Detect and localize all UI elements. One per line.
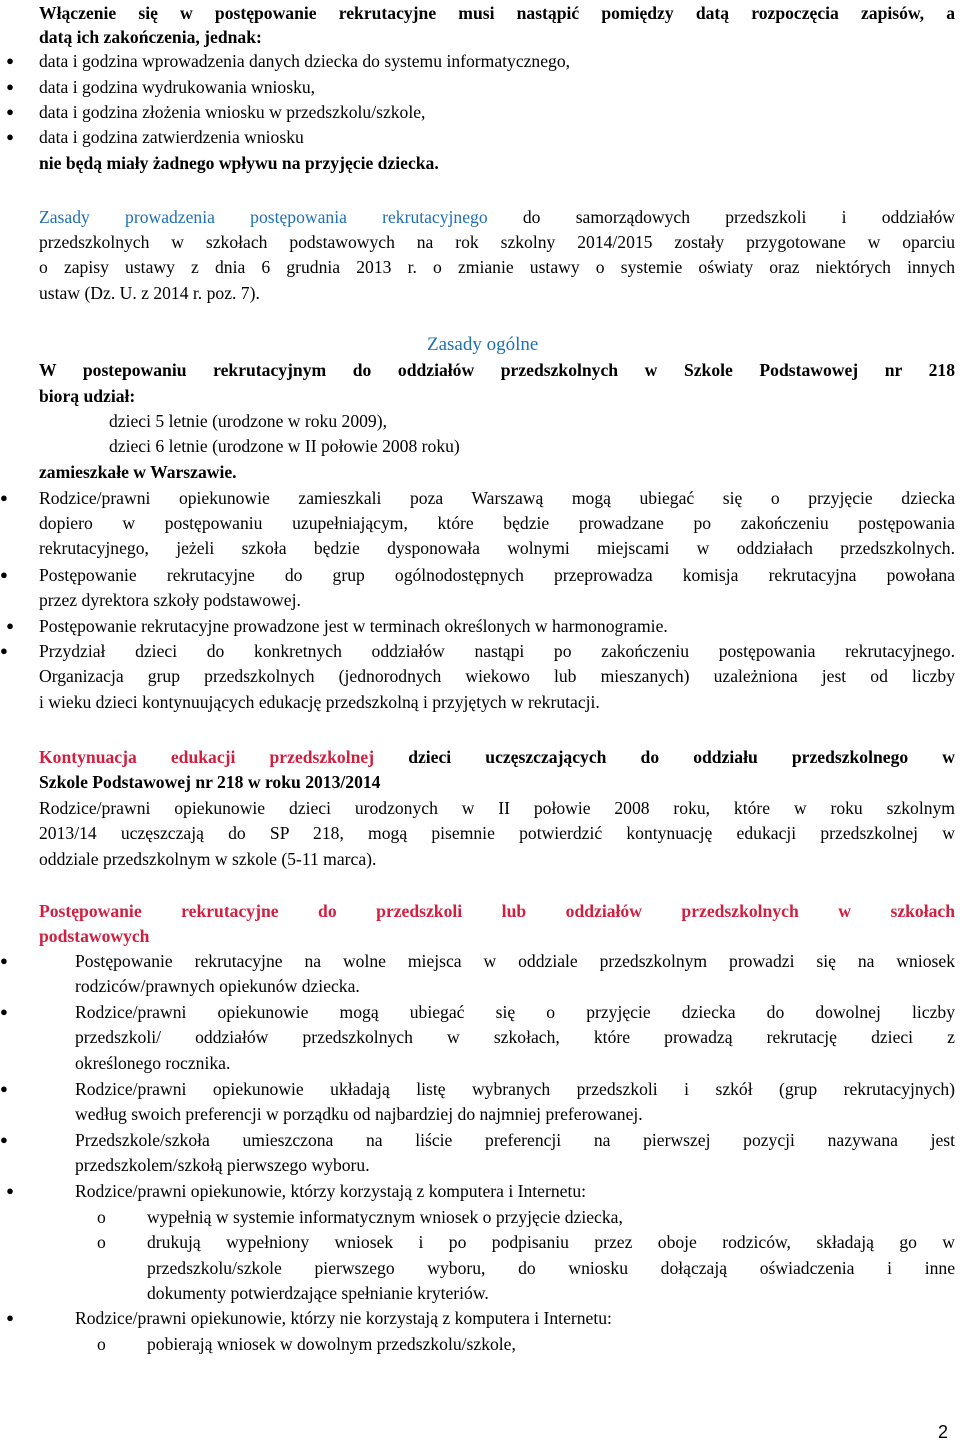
section3-bullet-1-line3: rekrutacyjnego, jeżeli szkoła będzie dysponowała wolnymi miejscami w oddziałach przedszkolnych. — [39, 538, 955, 558]
section3-residence: zamieszkałe w Warszawie. — [39, 462, 237, 482]
sub-bullet-icon: o — [97, 1207, 106, 1227]
section3-kids-1: dzieci 5 letnie (urodzone w roku 2009), — [109, 411, 387, 431]
section2-line4: ustaw (Dz. U. z 2014 r. poz. 7). — [39, 283, 260, 303]
bullet-icon: ● — [6, 618, 14, 633]
section2-line1: Zasady prowadzenia postępowania rekrutacyjnego do samorządowych przedszkoli i oddziałów — [39, 207, 955, 227]
bullet-icon: ● — [6, 1310, 14, 1325]
section5-bullet-5-sub-2-line2: przedszkolu/szkole pierwszego wyboru, do wniosku dołączają oświadczenia i inne — [147, 1258, 955, 1278]
section5-bullet-2: ● Rodzice/prawni opiekunowie mogą ubiegać się o przyjęcie dziecka do dowolnej liczby — [0, 1002, 955, 1022]
section3-bullet-3: ● Postępowanie rekrutacyjne prowadzone jest w terminach określonych w harmonogramie. — [39, 614, 668, 638]
bullet-icon: ● — [0, 490, 8, 505]
section5-bullet-2-line2: przedszkoli/ oddziałów przedszkolnych w szkołach, które prowadzą rekrutację dzieci z — [75, 1027, 955, 1047]
section3-intro-line1: W postepowaniu rekrutacyjnym do oddziałów przedszkolnych w Szkole Podstawowej nr 218 — [39, 360, 955, 380]
section4-title: Kontynuacja edukacji przedszkolnej — [39, 747, 375, 767]
bullet-icon: ● — [0, 1004, 8, 1019]
section1-bullet-3: ● data i godzina złożenia wniosku w przedszkolu/szkole, — [39, 100, 425, 124]
section1-heading-line2: datą ich zakończenia, jednak: — [39, 27, 262, 47]
section3-organization-line2: i wieku dzieci kontynuujących edukację przedszkolną i przyjętych w rekrutacji. — [39, 692, 600, 712]
bullet-icon: ● — [0, 953, 8, 968]
section3-bullet-2-line2: przez dyrektora szkoły podstawowej. — [39, 590, 301, 610]
bullet-icon: ● — [6, 1183, 14, 1198]
section5-bullet-5: ● Rodzice/prawni opiekunowie, którzy korzystają z komputera i Internetu: — [75, 1179, 586, 1203]
section5-bullet-5-sub-2-line3: dokumenty potwierdzające spełnianie kryteriów. — [147, 1283, 489, 1303]
section5-bullet-1-line2: rodziców/prawnych opiekunów dziecka. — [75, 976, 360, 996]
section5-title-line2: podstawowych — [39, 926, 150, 946]
bullet-icon: ● — [6, 79, 14, 94]
section2-title: Zasady prowadzenia postępowania rekrutacyjnego — [39, 207, 488, 227]
section3-intro-line2: biorą udział: — [39, 386, 136, 406]
section5-bullet-5-sub-1: o wypełnią w systemie informatycznym wniosek o przyjęcie dziecka, — [97, 1207, 623, 1227]
section5-bullet-6-sub-1: o pobierają wniosek w dowolnym przedszkolu/szkole, — [97, 1334, 516, 1354]
section1-bullet-4: ● data i godzina zatwierdzenia wniosku — [39, 125, 304, 149]
section3-title: Zasady ogólne — [427, 334, 539, 355]
section4-title-line1: Kontynuacja edukacji przedszkolnej dzieci uczęszczających do oddziału przedszkolnego w — [39, 747, 955, 767]
section4-paragraph-line2: 2013/14 uczęszczają do SP 218, mogą pisemnie potwierdzić kontynuację edukacji przedszkolnej w — [39, 823, 955, 843]
sub-bullet-icon: o — [97, 1334, 106, 1354]
bullet-icon: ● — [6, 129, 14, 144]
section5-bullet-4: ● Przedszkole/szkoła umieszczona na liście preferencji na pierwszej pozycji nazywana jest — [0, 1130, 955, 1150]
section3-organization-line1: Organizacja grup przedszkolnych (jednorodnych wiekowo lub mieszanych) uzależniona jest od liczby — [39, 666, 955, 686]
section3-bullet-1: ● Rodzice/prawni opiekunowie zamieszkali poza Warszawą mogą ubiegać się o przyjęcie dziecka — [0, 488, 955, 508]
page-number: 2 — [937, 1422, 948, 1442]
section5-title-line1: Postępowanie rekrutacyjne do przedszkoli lub oddziałów przedszkolnych w szkołach — [39, 901, 955, 921]
bullet-icon: ● — [0, 567, 8, 582]
section5-bullet-2-line3: określonego rocznika. — [75, 1053, 231, 1073]
section3-kids-2: dzieci 6 letnie (urodzone w II połowie 2008 roku) — [109, 436, 460, 456]
section5-bullet-5-sub-2: o drukują wypełniony wniosek i po podpisaniu przez oboje rodziców, składają go w — [97, 1232, 955, 1252]
section1-bullet-2: ● data i godzina wydrukowania wniosku, — [39, 75, 315, 99]
bullet-icon: ● — [0, 1081, 8, 1096]
section5-bullet-4-line2: przedszkolem/szkołą pierwszego wyboru. — [75, 1155, 370, 1175]
sub-bullet-icon: o — [97, 1232, 106, 1252]
section1-heading-line1: Włączenie się w postępowanie rekrutacyjne musi nastąpić pomiędzy datą rozpoczęcia zapisów, a — [39, 3, 955, 23]
bullet-icon: ● — [6, 53, 14, 68]
section4-paragraph-line3: oddziale przedszkolnym w szkole (5-11 marca). — [39, 849, 377, 869]
section3-bullet-1-line2: dopiero w postępowaniu uzupełniającym, które będzie prowadzane po zakończeniu postępowania — [39, 513, 955, 533]
section2-line3: o zapisy ustawy z dnia 6 grudnia 2013 r. o zmianie ustawy o systemie oświaty oraz niektórych innych — [39, 257, 955, 277]
section4-paragraph-line1: Rodzice/prawni opiekunowie dzieci urodzonych w II połowie 2008 roku, które w roku szkolnym — [39, 798, 955, 818]
section4-title-line2: Szkole Podstawowej nr 218 w roku 2013/2014 — [39, 772, 381, 792]
section5-bullet-3-line2: według swoich preferencji w porządku od najbardziej do najmniej preferowanej. — [75, 1104, 643, 1124]
section3-bullet-4: ● Przydział dzieci do konkretnych oddziałów nastąpi po zakończeniu postępowania rekrutacyjnego. — [0, 641, 955, 661]
section5-bullet-3: ● Rodzice/prawni opiekunowie układają listę wybranych przedszkoli i szkół (grup rekrutacyjnych) — [0, 1079, 955, 1099]
section5-bullet-6: ● Rodzice/prawni opiekunowie, którzy nie korzystają z komputera i Internetu: — [75, 1306, 612, 1330]
section1-closing: nie będą miały żadnego wpływu na przyjęcie dziecka. — [39, 153, 439, 173]
section2-line2: przedszkolnych w szkołach podstawowych na rok szkolny 2014/2015 zostały przygotowane w oparciu — [39, 232, 955, 252]
bullet-icon: ● — [0, 643, 8, 658]
section3-bullet-2: ● Postępowanie rekrutacyjne do grup ogólnodostępnych przeprowadza komisja rekrutacyjna powołana — [0, 565, 955, 585]
section1-bullet-1: ● data i godzina wprowadzenia danych dziecka do systemu informatycznego, — [39, 49, 570, 73]
section5-bullet-1: ● Postępowanie rekrutacyjne na wolne miejsca w oddziale przedszkolnym prowadzi się na wniosek — [0, 951, 955, 971]
bullet-icon: ● — [6, 104, 14, 119]
bullet-icon: ● — [0, 1132, 8, 1147]
